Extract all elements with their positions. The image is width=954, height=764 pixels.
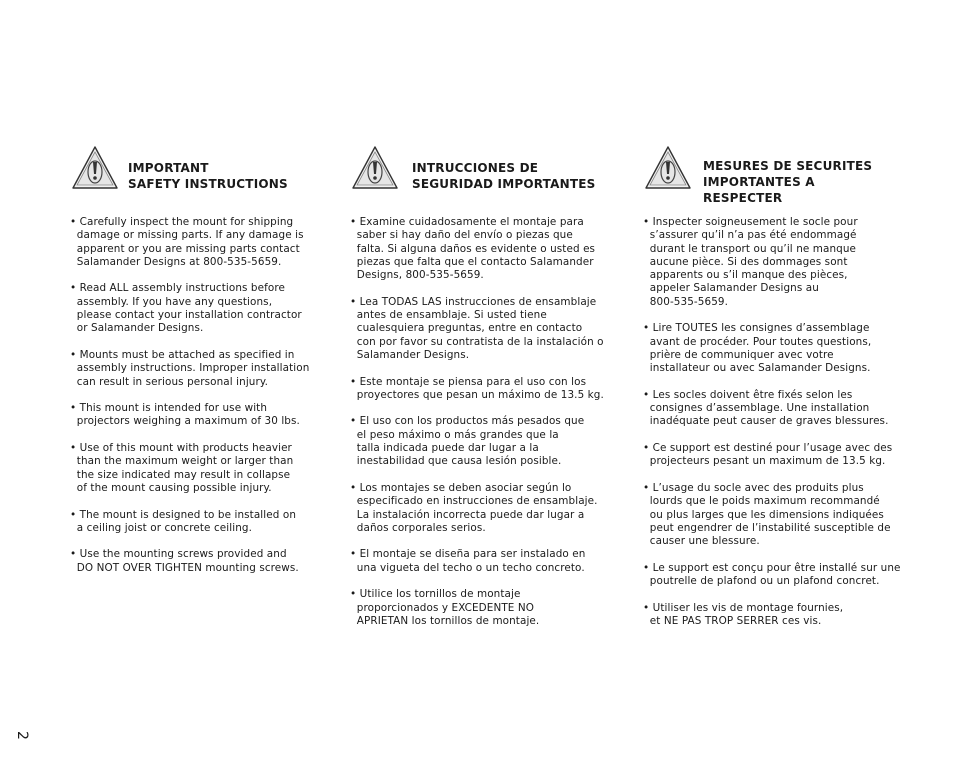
title-line: IMPORTANTES A RESPECTER (703, 175, 815, 205)
instruction-line: DO NOT OVER TIGHTEN mounting screws. (70, 561, 299, 574)
instruction-item (350, 216, 600, 282)
warning-icon (350, 144, 400, 192)
instruction-item (70, 216, 310, 269)
instruction-line: 800-535-5659. (643, 295, 729, 308)
instruction-line: • Mounts must be attached as specified in (70, 348, 295, 361)
instruction-line: Salamander Designs. (350, 348, 470, 361)
instruction-line: of the mount causing possible injury. (70, 481, 272, 494)
instruction-line: • The mount is designed to be installed on (70, 508, 297, 521)
section-title (128, 160, 288, 192)
instruction-line: • Les socles doivent être fixés selon les (643, 388, 853, 401)
instruction-line: • El montaje se diseña para ser instalado en (350, 548, 586, 561)
instruction-item (643, 481, 891, 548)
item-spacer (350, 535, 600, 548)
instruction-line: damage or missing parts. If any damage is (70, 229, 304, 242)
instruction-line: or Salamander Designs. (70, 322, 204, 335)
instruction-line: et NE PAS TROP SERRER ces vis. (643, 614, 822, 627)
section-title (412, 160, 595, 192)
item-spacer (70, 429, 310, 442)
instruction-line: La instalación incorrecta puede dar lugar a (350, 508, 585, 521)
instruction-line: the size indicated may result in collapse (70, 468, 291, 481)
instruction-item (350, 295, 604, 362)
instruction-item (643, 389, 888, 429)
instruction-line: • Use of this mount with products heavier (70, 442, 292, 455)
instruction-line: con por favor su contratista de la instalación o (350, 335, 604, 348)
instruction-line: • El uso con los productos más pesados que (350, 415, 585, 428)
instruction-line: apparents ou s’il manque des pièces, (643, 269, 848, 282)
instruction-list (70, 216, 310, 575)
warning-icon (70, 144, 120, 192)
instruction-line: • Este montaje se piensa para el uso con los (350, 375, 587, 388)
instruction-item (350, 588, 600, 628)
instruction-item (70, 442, 310, 495)
instruction-line: • This mount is intended for use with (70, 402, 268, 415)
instruction-line: than the maximum weight or larger than (70, 455, 294, 468)
section-title (703, 158, 888, 206)
instruction-line: una vigueta del techo o un techo concreto. (350, 561, 585, 574)
instruction-line: poutrelle de plafond ou un plafond concret. (643, 575, 880, 588)
instruction-line: cualesquiera preguntas, entre en contacto (350, 322, 583, 335)
instruction-line: • Lire TOUTES les consignes d’assemblage (643, 322, 870, 335)
instruction-line: falta. Si alguna daños es evidente o usted es (350, 242, 596, 255)
instruction-line: installateur ou avec Salamander Designs. (643, 362, 871, 375)
instruction-item (70, 282, 310, 335)
instruction-line: • Los montajes se deben asociar según lo (350, 481, 572, 494)
section-header (70, 144, 310, 192)
instruction-line: ou plus larges que les dimensions indiquées (643, 508, 884, 521)
instruction-item (643, 322, 888, 375)
instruction-line: lourds que le poids maximum recommandé (643, 495, 880, 508)
item-spacer (643, 376, 888, 389)
instruction-line: daños corporales serios. (350, 521, 486, 534)
instruction-line: • Utilice los tornillos de montaje (350, 588, 521, 601)
item-spacer (70, 389, 310, 402)
instruction-line: piezas que falta que el contacto Salamander (350, 255, 594, 268)
instruction-item (643, 561, 901, 589)
instruction-line: • L’usage du socle avec des produits plus (643, 481, 864, 494)
instruction-line: assembly. If you have any questions, (70, 295, 273, 308)
instruction-item (70, 349, 310, 389)
instruction-line: • Carefully inspect the mount for shipping (70, 216, 294, 228)
instruction-line: peut engendrer de l’instabilité susceptible de (643, 521, 891, 534)
instruction-item (350, 548, 600, 575)
instruction-line: • Use the mounting screws provided and (70, 548, 287, 561)
instruction-line: proporcionados y EXCEDENTE NO (350, 601, 534, 614)
instruction-line: durant le transport ou qu’il ne manque (643, 242, 857, 255)
instruction-line: el peso máximo o más grandes que la (350, 428, 559, 441)
item-spacer (70, 535, 310, 548)
item-spacer (70, 269, 310, 282)
instruction-line: • Utiliser les vis de montage fournies, (643, 601, 844, 614)
instruction-line: • Le support est conçu pour être installé sur une (643, 561, 901, 574)
instruction-line: causer une blessure. (643, 535, 760, 548)
section-header (350, 144, 600, 192)
instruction-line: s’assurer qu’il n’a pas été endommagé (643, 229, 857, 242)
instruction-line: assembly instructions. Improper installation (70, 362, 310, 375)
title-line: MESURES DE SECURITES (703, 159, 873, 173)
page-number: 2 (14, 731, 30, 740)
instruction-line: antes de ensamblaje. Si usted tiene (350, 309, 547, 322)
instruction-item (350, 375, 604, 403)
instruction-line: projectors weighing a maximum of 30 lbs. (70, 415, 300, 428)
instruction-line: • Lea TODAS LAS instrucciones de ensamblaje (350, 295, 597, 308)
instruction-item (350, 415, 600, 468)
instruction-item (643, 442, 893, 469)
instruction-item (643, 216, 888, 309)
instruction-line: • Ce support est destiné pour l’usage avec des (643, 442, 893, 455)
item-spacer (643, 309, 888, 322)
instruction-list (643, 216, 901, 628)
instruction-line: inestabilidad que causa lesión posible. (350, 455, 562, 468)
instruction-line: avant de procéder. Pour toutes questions, (643, 335, 872, 348)
instruction-line: appeler Salamander Designs au (643, 282, 819, 295)
item-spacer (350, 575, 600, 588)
item-spacer (70, 495, 310, 508)
item-spacer (643, 429, 888, 442)
item-spacer (643, 588, 888, 601)
item-spacer (350, 282, 600, 295)
instruction-line: APRIETAN los tornillos de montaje. (350, 614, 540, 627)
instruction-line: apparent or you are missing parts contact (70, 242, 300, 255)
title-line: SEGURIDAD IMPORTANTES (412, 177, 596, 191)
instruction-line: saber si hay daño del envío o piezas que (350, 229, 573, 242)
title-line: SAFETY INSTRUCTIONS (128, 177, 288, 191)
item-spacer (643, 469, 888, 482)
instruction-line: aucune pièce. Si des dommages sont (643, 255, 848, 268)
item-spacer (643, 548, 888, 561)
instruction-line: prière de communiquer avec votre (643, 348, 834, 361)
instruction-list (350, 216, 604, 628)
instruction-line: Designs, 800-535-5659. (350, 269, 484, 282)
title-line: IMPORTANT (128, 161, 209, 175)
warning-icon (643, 144, 693, 192)
instruction-line: • Read ALL assembly instructions before (70, 282, 285, 295)
instruction-item (70, 402, 310, 429)
instruction-item (350, 482, 600, 535)
instruction-line: can result in serious personal injury. (70, 375, 269, 388)
column-english (70, 144, 310, 575)
instruction-line: • Inspecter soigneusement le socle pour (643, 216, 858, 228)
section-header (643, 144, 888, 205)
instruction-item (643, 602, 888, 629)
column-spanish (350, 144, 604, 628)
item-spacer (70, 336, 310, 349)
instruction-item (70, 509, 310, 536)
item-spacer (350, 362, 600, 375)
title-line: INTRUCCIONES DE (412, 161, 539, 175)
instruction-line: proyectores que pesan un máximo de 13.5 kg. (350, 388, 604, 401)
instruction-line: a ceiling joist or concrete ceiling. (70, 521, 253, 534)
instruction-line: Salamander Designs at 800-535-5659. (70, 255, 282, 268)
item-spacer (350, 402, 600, 415)
instruction-line: • Examine cuidadosamente el montaje para (350, 216, 584, 228)
instruction-line: especificado en instrucciones de ensamblaje. (350, 495, 598, 508)
instruction-line: consignes d’assemblage. Une installation (643, 402, 870, 415)
instruction-line: projecteurs pesant un maximum de 13.5 kg. (643, 455, 886, 468)
instruction-line: inadéquate peut causer de graves blessures. (643, 415, 889, 428)
instruction-item (70, 548, 310, 575)
instruction-line: talla indicada puede dar lugar a la (350, 442, 539, 455)
column-french (643, 144, 901, 628)
item-spacer (350, 469, 600, 482)
instruction-line: please contact your installation contractor (70, 309, 302, 322)
